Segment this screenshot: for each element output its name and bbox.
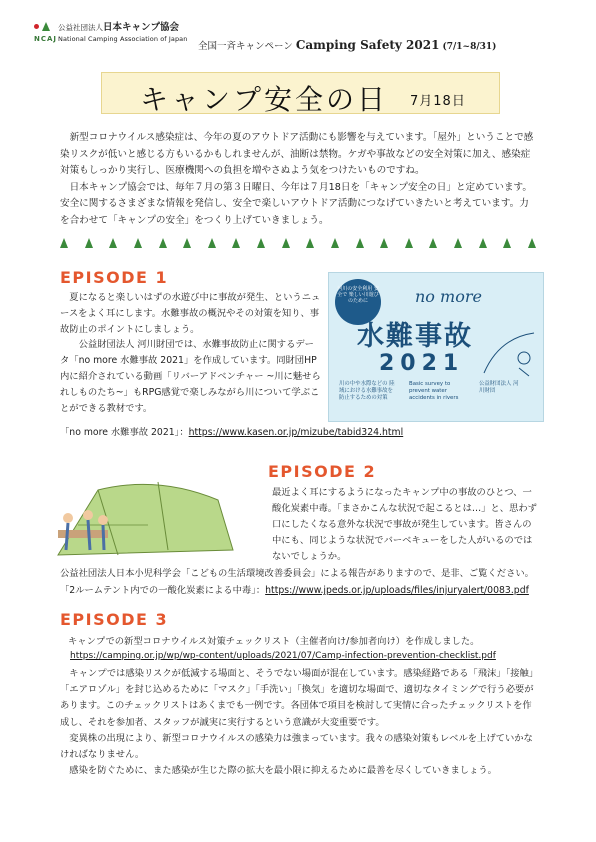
- episode-1-paragraph-1: 夏になると楽しいはずの水遊び中に事故が発生、というニュースをよく耳にします。水難事故の概況やその対策を知り、事故防止のポイントにしましょう。: [60, 292, 321, 335]
- episode-1-link-label: 「no more 水難事故 2021」：: [60, 427, 189, 438]
- tree-icon: [429, 238, 437, 248]
- tree-icon: [60, 238, 68, 248]
- episode-1-paragraph-2: 公益財団法人 河川財団では、水難事故防止に関するデータ「no more 水難事故 2021」を作成しています。同財団HP内に紹介されている動画「リバーアドベンチャー ~川に魅せられしものたち~」もRPG感覚で楽しみながら川について学ぶことができる教材です。: [60, 339, 321, 414]
- tree-icon: [208, 238, 216, 248]
- tree-icon: [356, 238, 364, 248]
- poster-sub-right: 公益財団法人 河川財団: [479, 381, 519, 394]
- intro-section: [60, 130, 538, 229]
- episode-3-text: [60, 666, 540, 779]
- tent-bbq-illustration: [38, 470, 238, 570]
- episode-3-link[interactable]: https://camping.or.jp/wp/wp-content/uploads/2021/07/Camp-infection-prevention-checklist.pdf: [70, 651, 496, 661]
- org-name-jp: 日本キャンプ協会: [103, 22, 180, 33]
- episode-2-paragraph-2: 公益社団法人日本小児科学会「こどもの生活環境改善委員会」による報告がありますので、是非、ご覧ください。: [60, 568, 534, 579]
- org-name-en: National Camping Association of Japan: [58, 35, 188, 43]
- tree-icon: [134, 238, 142, 248]
- poster-fishing-illustration: [479, 328, 539, 378]
- tree-icon: [331, 238, 339, 248]
- tree-icon: [405, 238, 413, 248]
- episode-3-paragraph-1: キャンプでの新型コロナウイルス対策チェックリスト（主催者向け/参加者向け）を作成しました。: [68, 636, 480, 647]
- tree-icon: [232, 238, 240, 248]
- logo-red-dot: [34, 24, 39, 29]
- tree-icon: [159, 238, 167, 248]
- tree-icon: [503, 238, 511, 248]
- tree-icon: [380, 238, 388, 248]
- poster-title: 水難事故: [357, 321, 473, 352]
- episode-3-paragraph-2: キャンプでは感染リスクが低減する場面と、そうでない場面が混在しています。感染経路である「飛沫」「接触」「エアロゾル」を封じ込めるために「マスク」「手洗い」「換気」を適切な場面で、適切なタイミングで行う必要があります。このチェックリストはあくまでも一例です。各団体で項目を検討して実情に合ったチェックリストを作成し、それを参加者、スタッフが誠実に実行するという意識が大変重要です。: [60, 668, 539, 728]
- tree-icon: [85, 238, 93, 248]
- episode-3-paragraph-4: 感染を防ぐために、また感染が生じた際の拡大を最小限に抑えるために最善を尽くしていきましょう。: [69, 765, 497, 777]
- logo-text: NCAJ: [34, 35, 58, 43]
- suinan-poster-image: [328, 272, 544, 422]
- episode-2-paragraph-1: 最近よく耳にするようになったキャンプ中の事故のひとつ、一酸化炭素中毒。「まさかこんな状況で起こるとは…」と、思わず口にしたくなる意外な状況で事故が発生しています。皆さんの中にも、同じような状況でバーベキューをした人がいるのではないでしょうか。: [272, 487, 537, 562]
- poster-no-more: no more: [415, 287, 482, 306]
- tree-icon: [454, 238, 462, 248]
- intro-paragraph-2: 日本キャンプ協会では、毎年７月の第３日曜日、今年は７月18日を「キャンプ安全の日」と定めています。安全に関するさまざまな情報を発信し、安全で楽しいアウトドア活動につなげていきたいと考えています。力を合わせて「キャンプの安全」をつくり上げていきましょう。: [60, 181, 532, 226]
- tree-icon: [528, 238, 536, 248]
- episode-3-link-line: [70, 651, 496, 661]
- poster-year: 2021: [379, 351, 465, 376]
- tree-icon: [282, 238, 290, 248]
- episode-1-title: EPISODE 1: [60, 268, 169, 287]
- tree-icon: [306, 238, 314, 248]
- episode-2-link-line: [60, 582, 529, 596]
- title-date: 7月18日: [410, 94, 466, 109]
- episode-1-link-line: [60, 424, 403, 438]
- title-banner: [101, 72, 500, 114]
- tree-icon: [479, 238, 487, 248]
- episode-1-text: [60, 290, 322, 416]
- poster-sub-mid: Basic survey to prevent water accidents in rivers: [409, 381, 459, 401]
- episode-2-link[interactable]: https://www.jpeds.or.jp/uploads/files/injuryalert/0083.pdf: [265, 585, 529, 596]
- campaign-dates: (7/1~8/31): [442, 42, 497, 52]
- tree-icon: [109, 238, 117, 248]
- tree-icon: [183, 238, 191, 248]
- episode-2-title: EPISODE 2: [268, 462, 377, 481]
- episode-2-link-label: 「2ルームテント内での一酸化炭素による中毒」：: [60, 585, 266, 596]
- poster-sub-left: 川の中や水際などの 陸域における水難事故を 防止するための対策: [339, 381, 395, 401]
- campaign-name: Camping Safety 2021: [295, 38, 440, 52]
- org-name: [58, 22, 188, 45]
- poster-badge: 河川の安全利用 安全で 楽しい川遊び のために: [335, 279, 381, 325]
- campaign-prefix: 全国一斉キャンペーン: [198, 41, 293, 52]
- org-prefix: 公益社団法人: [58, 23, 103, 32]
- tree-divider: [60, 238, 536, 250]
- logo-tree-icon: [42, 22, 50, 31]
- episode-3-title: EPISODE 3: [60, 610, 169, 629]
- campaign-line: [198, 38, 496, 52]
- episode-1-link[interactable]: https://www.kasen.or.jp/mizube/tabid324.html: [188, 427, 404, 438]
- page-title: キャンプ安全の日: [140, 83, 389, 116]
- intro-paragraph-1: 新型コロナウイルス感染症は、今年の夏のアウトドア活動にも影響を与えています。「屋外」ということで感染リスクが低いと感じる方もいるかもしれませんが、油断は禁物。ケガや事故などの安全対策に加え、感染症対策もしっかり実行し、医療機関への負担を増やさぬよう気をつけたいものですね。: [60, 132, 534, 176]
- tree-icon: [257, 238, 265, 248]
- episode-3-paragraph-3: 変異株の出現により、新型コロナウイルスの感染力は強まっています。我々の感染対策もレベルを上げていかなければなりません。: [60, 732, 533, 761]
